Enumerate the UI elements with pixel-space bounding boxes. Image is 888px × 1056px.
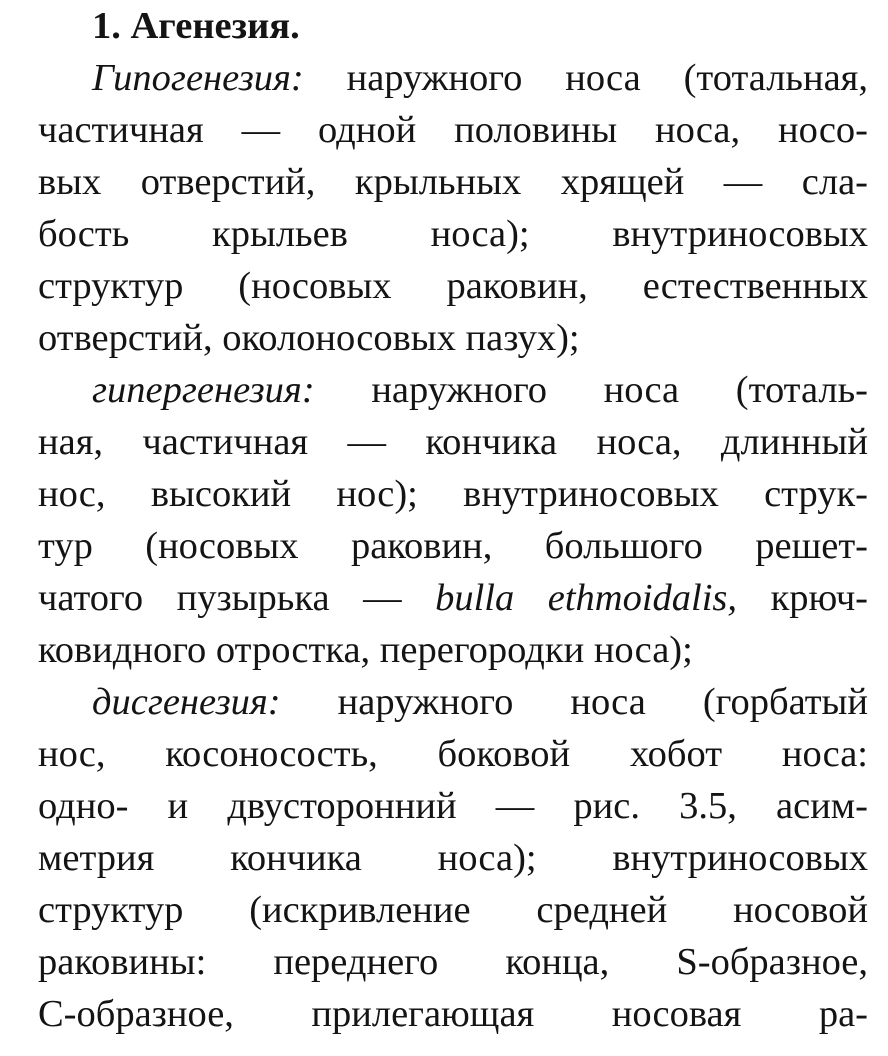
paragraph-line: раковины: переднего конца, S-образное, (38, 941, 868, 983)
paragraph-line: одно- и двусторонний — рис. 3.5, асим- (38, 785, 868, 827)
paragraph-line (92, 52, 868, 104)
paragraph-line: ковидного отростка, перегородки носа); (38, 629, 693, 671)
paragraph-line: структур (искривление средней носовой (38, 889, 868, 931)
paragraph-line: вых отверстий, крыльных хрящей — сла- (38, 161, 868, 203)
paragraph-line: отверстий, околоносовых пазух); (38, 317, 580, 359)
paragraph-line: метрия кончика носа); внутриносовых (38, 837, 868, 879)
paragraph-line (92, 676, 868, 728)
term-hypogenesis: Гипогенезия: (92, 57, 304, 99)
paragraph-line: ная, частичная — кончика носа, длинный (38, 421, 868, 463)
paragraph-text: наружного носа (тотальная, (346, 57, 868, 99)
paragraph-line: бость крыльев носа); внутриносовых (38, 213, 868, 255)
paragraph-text: наружного носа (горбатый (337, 681, 868, 723)
latin-term: bulla ethmoidalis, (435, 577, 738, 619)
paragraph-line: С-образное, прилегающая носовая ра- (38, 993, 868, 1035)
term-hypergenesis: гипергенезия: (92, 369, 315, 411)
paragraph-line (92, 364, 868, 416)
paragraph-line: нос, косоносость, боковой хобот носа: (38, 733, 868, 775)
paragraph-line: частичная — одной половины носа, носо- (38, 109, 868, 151)
paragraph-line (38, 572, 868, 624)
paragraph-line: структур (носовых раковин, естественных (38, 265, 868, 307)
paragraph-line: нос, высокий нос); внутриносовых струк- (38, 473, 868, 515)
paragraph-text: чатого пузырька — (38, 577, 402, 619)
term-dysgenesis: дисгенезия: (92, 681, 281, 723)
paragraph-text: крюч- (770, 577, 868, 619)
paragraph-line: тур (носовых раковин, большого решет- (38, 525, 868, 567)
section-heading: 1. Агенезия. (92, 5, 300, 47)
paragraph-text: наружного носа (тоталь- (371, 369, 868, 411)
